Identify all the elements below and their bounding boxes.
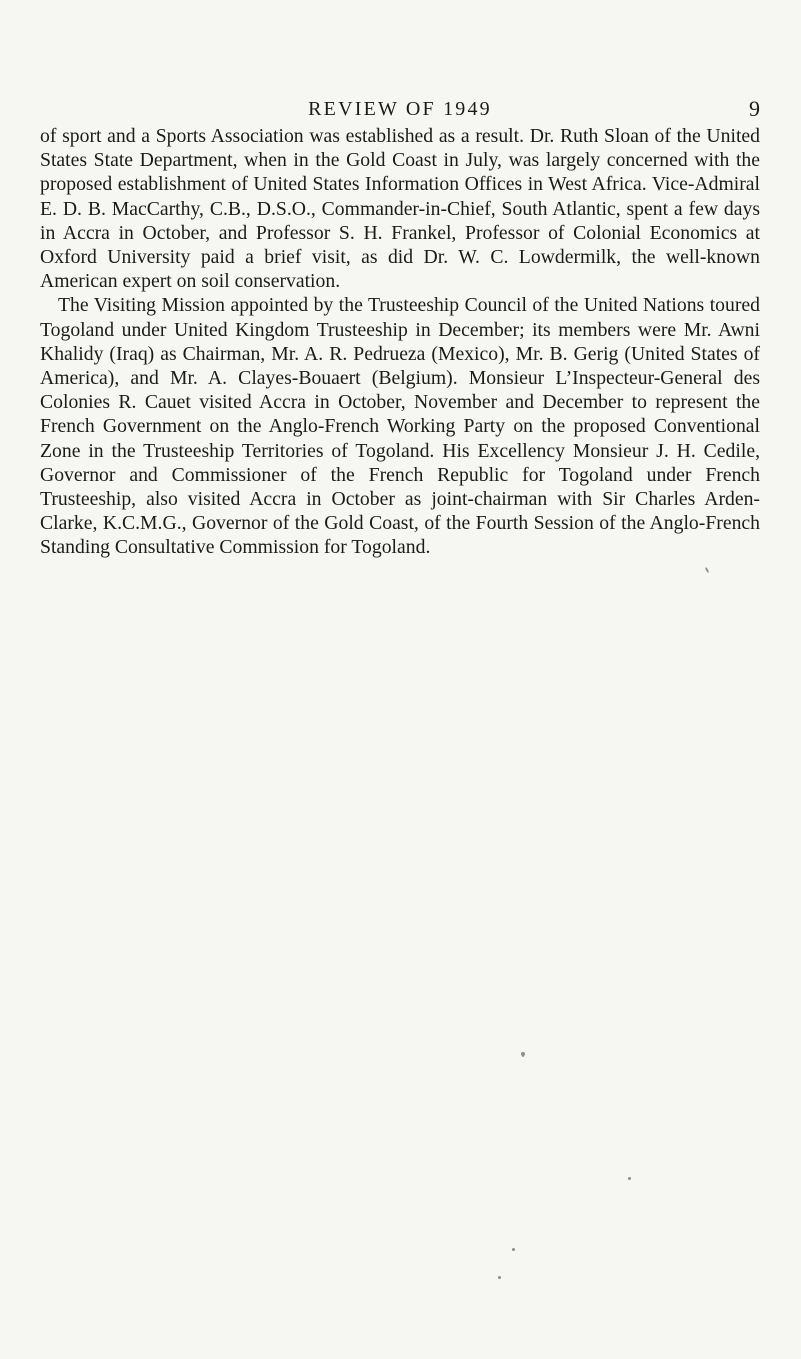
paragraph-continued: of sport and a Sports Association was established as a result. Dr. Ruth Sloan of the United States State Department, when in the Gold Coast in July, was largely concerned with the proposed establishment of United States Information Offices in West Africa. Vice-Admiral E. D. B. MacCarthy, C.B., D.S.O., Commander-in-Chief, South Atlantic, spent a few days in Accra in October, and Professor S. H. Frankel, Professor of Colonial Economics at Oxford University paid a brief visit, as did Dr. W. C. Lowdermilk, the well-known American expert on soil conservation. [40, 125, 760, 293]
paper-speck [628, 1177, 631, 1180]
body-text [40, 124, 760, 560]
paper-speck [498, 1276, 501, 1279]
page-number: 9 [749, 96, 760, 121]
running-title: REVIEW OF 1949 [308, 98, 492, 120]
paper-speck [705, 567, 710, 573]
paper-speck [522, 1055, 524, 1057]
paper-speck [512, 1248, 515, 1251]
running-head [40, 94, 760, 124]
paragraph-visiting-mission: The Visiting Mission appointed by the Trusteeship Council of the United Nations toured Togoland under United Kingdom Trusteeship in December; its members were Mr. Awni Khalidy (Iraq) as Chairman, Mr. A. R. Pedrueza (Mexico), Mr. B. Gerig (United States of America), and Mr. A. Clayes-Bouaert (Belgium). Monsieur L’Inspecteur-General des Colonies R. Cauet visited Accra in October, November and December to represent the French Government on the Anglo-French Working Party on the proposed Conventional Zone in the Trusteeship Territories of Togoland. His Excellency Monsieur J. H. Cedile, Governor and Commissioner of the French Republic for Togoland under French Trusteeship, also visited Accra in October as joint-chairman with Sir Charles Arden-Clarke, K.C.M.G., Governor of the Gold Coast, of the Fourth Session of the Anglo-French Standing Consultative Commission for Togoland. [40, 294, 760, 559]
